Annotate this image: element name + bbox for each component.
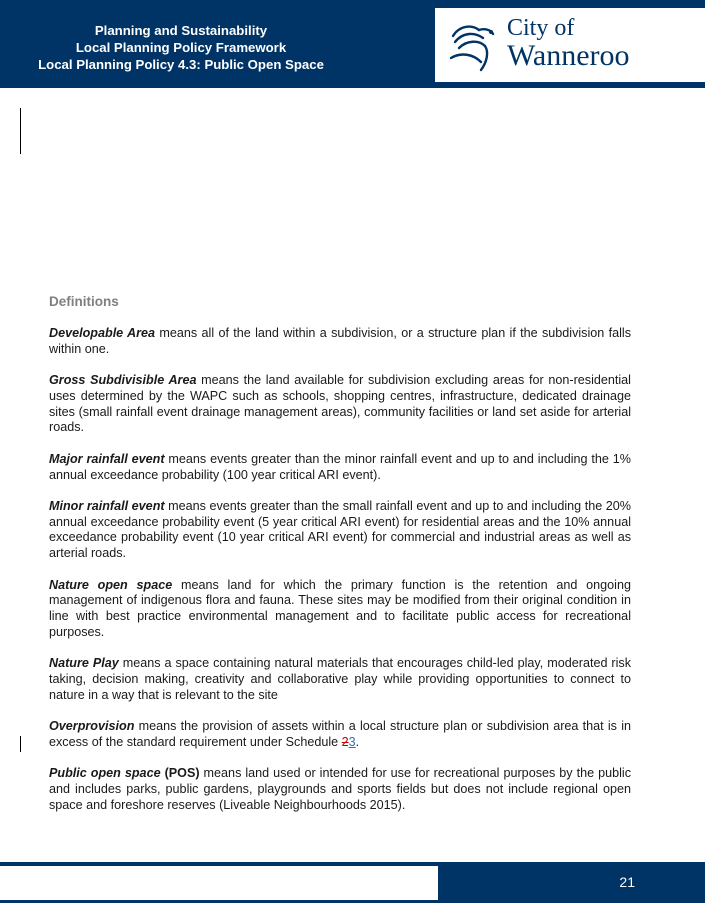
bird-emblem-icon	[445, 18, 501, 74]
definition-pos	[49, 766, 631, 813]
definition-text: means land for which the primary function is the retention and ongoing management of indigenous flora and fauna. These sites may be modified from their original condition in line with best practice environmental management and to facilitate public access for recreational purposes.	[49, 577, 631, 639]
logo-wordmark	[507, 16, 630, 72]
change-bar-top	[20, 108, 21, 154]
definition-term: Major rainfall event	[49, 451, 165, 466]
definition-text: means a space containing natural materials that encourages child-led play, moderated risk taking, decision making, creativity and collaborative play while providing opportunities to connect to nature in a way that is relevant to the site	[49, 656, 632, 702]
header-line-2: Local Planning Policy Framework	[75, 40, 287, 55]
tracked-insertion: 3	[348, 734, 356, 749]
page-header	[0, 0, 705, 88]
definition-end: .	[355, 734, 360, 749]
page-number: 21	[619, 874, 635, 890]
header-line-1: Planning and Sustainability	[94, 23, 268, 38]
definition-term: Minor rainfall event	[49, 498, 165, 513]
definition-text: means events greater than the small rainfall event and up to and including the 20% annual exceedance probability event (5 year critical ARI event) for residential areas and the 10% annual exceedance probability event (10 year critical ARI event) for commercial and industrial areas as well as arterial roads.	[49, 498, 631, 561]
logo-line-2: Wanneroo	[507, 39, 630, 72]
section-title: Definitions	[49, 294, 119, 309]
city-logo	[435, 8, 705, 82]
definition-item	[49, 656, 631, 703]
header-line-3: Local Planning Policy 4.3: Public Open Space	[38, 57, 324, 72]
definition-item	[49, 578, 631, 641]
definition-term: Nature Play	[49, 656, 119, 671]
definition-text: means land used or intended for use for recreational purposes by the public and includes parks, public gardens, playgrounds and sports fields but does not include regional open space and foreshore reserves (Liveable Neighbourhoods 2015).	[49, 766, 631, 812]
header-titles	[22, 22, 340, 73]
tracked-deletion: 2	[341, 734, 349, 749]
definition-item	[49, 452, 631, 484]
definition-item	[49, 373, 631, 436]
footer-block	[438, 866, 705, 900]
definition-text: means the land available for subdivision excluding areas for non-residential uses determined by the WAPC such as schools, shopping centres, infrastructure, dedicated drainage sites (small rainfall event drainage management areas), community facilities or land set aside for arterial roads.	[49, 373, 631, 435]
definition-overprovision	[49, 719, 631, 751]
definition-item	[49, 499, 631, 562]
definition-term: Overprovision	[49, 719, 135, 734]
definition-term: Nature open space	[49, 577, 173, 592]
footer-bottom-rule	[0, 900, 705, 903]
definitions-section	[49, 294, 631, 829]
definition-term: Public open space	[49, 766, 161, 781]
definition-text: means events greater than the minor rainfall event and up to and including the 1% annual exceedance probability (100 year critical ARI event).	[49, 451, 631, 482]
definition-item	[49, 326, 631, 358]
definition-text: means all of the land within a subdivision, or a structure plan if the subdivision falls within one.	[49, 326, 631, 356]
logo-line-1: City of	[507, 15, 575, 41]
definition-text: means the provision of assets within a local structure plan or subdivision area that is in excess of the standard requirement under Schedule	[49, 719, 631, 749]
definition-abbr: (POS)	[160, 766, 200, 781]
change-bar-overprovision	[20, 736, 21, 752]
definition-term: Gross Subdivisible Area	[49, 373, 197, 388]
definition-term: Developable Area	[49, 326, 156, 340]
